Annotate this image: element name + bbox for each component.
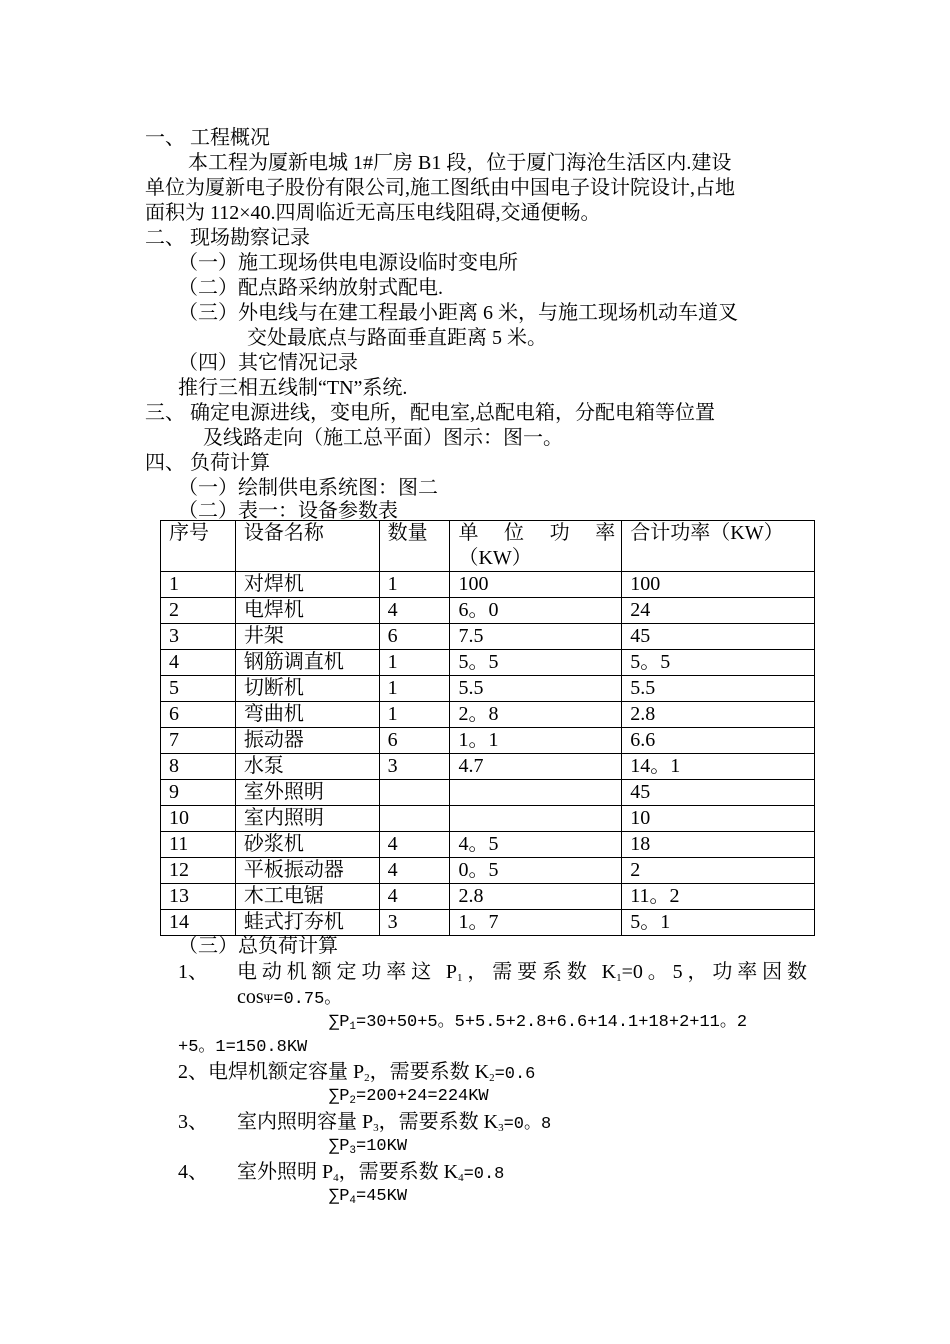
header-unit-power-line2: （KW） [458,547,532,569]
table-row [161,806,815,832]
calc-item3-sub: 3 [373,1122,379,1134]
cell-total-power: 100 [622,572,815,598]
section1-heading: 一、 工程概况 [145,127,270,149]
cell-total-power: 2 [622,858,815,884]
cell-equipment-name: 电焊机 [235,598,379,624]
cell-unit-power: 0。5 [450,858,622,884]
calc-item4-c: =0.8 [463,1165,505,1184]
section3-cont: 及线路走向（施工总平面）图示：图一。 [203,427,563,449]
header-equipment-name: 设备名称 [235,521,379,572]
cell-unit-power [450,806,622,832]
cell-index: 1 [161,572,236,598]
calc-sum3-b: =10KW [356,1137,408,1156]
cell-unit-power: 7.5 [450,624,622,650]
calc-item4-b-sub: 4 [458,1172,464,1184]
cell-total-power: 5。5 [622,650,815,676]
cell-index: 3 [161,624,236,650]
calc-sum4 [329,1186,407,1212]
header-unit-power [450,521,622,572]
calc-item1-a-sub: 1 [457,972,463,984]
cell-unit-power: 5。5 [450,650,622,676]
calc-item3-a: 室内照明容量 P [237,1111,374,1133]
calc-item1-a: 电动机额定功率这 P [237,961,458,983]
cell-quantity: 3 [379,754,450,780]
calc-item2-sub: 2 [364,1072,370,1084]
cell-quantity: 1 [379,702,450,728]
calc-sum1-a: ∑P [329,1013,350,1032]
header-index: 序号 [161,521,236,572]
calc-item3-c: =0。8 [503,1115,552,1134]
calc-sum4-b: =45KW [356,1187,408,1206]
table-row [161,598,815,624]
calc-sum4-sub: 4 [349,1195,357,1207]
cell-total-power: 11。2 [622,884,815,910]
cell-total-power: 5.5 [622,676,815,702]
cell-index: 7 [161,728,236,754]
cell-total-power: 6.6 [622,728,815,754]
cell-quantity: 1 [379,650,450,676]
cell-index: 8 [161,754,236,780]
section1-para-line: 单位为厦新电子股份有限公司,施工图纸由中国电子设计院设计,占地 [145,177,735,199]
cell-equipment-name: 对焊机 [235,572,379,598]
calc-item1-b-sub: 1 [616,972,622,984]
cell-index: 11 [161,832,236,858]
cell-unit-power: 4。5 [450,832,622,858]
cell-index: 12 [161,858,236,884]
calc-item1-number: 1、 [178,961,208,983]
calc-sum3-sub: 3 [349,1145,357,1157]
cell-equipment-name: 木工电锯 [235,884,379,910]
cell-equipment-name: 弯曲机 [235,702,379,728]
cell-equipment-name: 钢筋调直机 [235,650,379,676]
table-row [161,728,815,754]
cell-equipment-name: 蛙式打夯机 [235,910,379,936]
cell-index: 4 [161,650,236,676]
table-row [161,676,815,702]
cell-quantity [379,780,450,806]
cell-index: 5 [161,676,236,702]
cell-index: 6 [161,702,236,728]
calc-sum2-a: ∑P [329,1087,350,1106]
table-row [161,884,815,910]
cell-quantity: 6 [379,728,450,754]
cell-quantity: 1 [379,572,450,598]
calc-sum1 [329,1012,747,1038]
calc-sum3-a: ∑P [329,1137,350,1156]
cell-quantity: 1 [379,676,450,702]
calc-item4-number: 4、 [178,1161,208,1183]
cell-total-power: 14。1 [622,754,815,780]
calc-sum3 [329,1136,407,1162]
calc-item2-b-sub: 2 [489,1072,495,1084]
cell-equipment-name: 室内照明 [235,806,379,832]
calc-item1-cos [237,985,341,1011]
section1-para-line: 本工程为厦新电城 1#厂房 B1 段，位于厦门海沧生活区内.建设 [188,152,732,174]
cell-total-power: 24 [622,598,815,624]
table-row [161,832,815,858]
cell-unit-power: 100 [450,572,622,598]
cell-equipment-name: 砂浆机 [235,832,379,858]
header-unit-power-line1: 单 位 功 率 [458,522,616,544]
section3-heading: 三、 确定电源进线，变电所，配电室,总配电箱，分配电箱等位置 [145,402,715,424]
equipment-parameter-table [160,520,815,936]
cell-quantity [379,806,450,832]
table-row [161,858,815,884]
calc-item3-number: 3、 [178,1111,208,1133]
section2-item-cont: 交处最底点与路面垂直距离 5 米。 [247,327,547,349]
section2-note: 推行三相五线制“TN”系统. [178,377,408,399]
table-row [161,572,815,598]
cell-equipment-name: 井架 [235,624,379,650]
cell-index: 13 [161,884,236,910]
cell-index: 2 [161,598,236,624]
section4-sub3: （三）总负荷计算 [178,935,338,957]
cell-equipment-name: 振动器 [235,728,379,754]
table-row [161,910,815,936]
calc-item1-psi: Ψ [263,991,274,1006]
cell-total-power: 18 [622,832,815,858]
calc-sum2 [329,1086,489,1112]
calc-item2-a: 2、电焊机额定容量 P [178,1061,365,1083]
cell-total-power: 45 [622,780,815,806]
cell-index: 9 [161,780,236,806]
cell-unit-power: 4.7 [450,754,622,780]
cell-total-power: 45 [622,624,815,650]
table-row [161,702,815,728]
calc-item1-c: =0。5，功率因数 [621,961,808,983]
calc-sum2-sub: 2 [349,1095,357,1107]
cell-quantity: 3 [379,910,450,936]
header-total-power: 合计功率（KW） [622,521,815,572]
section1-para-line: 面积为 112×40.四周临近无高压电线阻碍,交通便畅。 [145,202,601,224]
cell-equipment-name: 室外照明 [235,780,379,806]
section2-item: （二）配点路采纳放射式配电. [178,277,443,299]
calc-item4-b: ，需要系数 K [338,1161,459,1183]
cell-unit-power [450,780,622,806]
section2-item: （三）外电线与在建工程最小距离 6 米，与施工现场机动车道叉 [178,302,738,324]
calc-sum2-b: =200+24=224KW [356,1087,489,1106]
calc-sum1-cont: +5。1=150.8KW [178,1038,308,1057]
cell-index: 14 [161,910,236,936]
cell-unit-power: 1。7 [450,910,622,936]
cell-unit-power: 2。8 [450,702,622,728]
cell-unit-power: 1。1 [450,728,622,754]
cell-total-power: 5。1 [622,910,815,936]
section4-heading: 四、 负荷计算 [145,452,270,474]
cell-equipment-name: 平板振动器 [235,858,379,884]
section4-sub1: （一）绘制供电系统图：图二 [178,477,438,499]
table-row [161,780,815,806]
calc-item1-cos-label: cos [237,986,264,1008]
calc-sum4-a: ∑P [329,1187,350,1206]
cell-unit-power: 2.8 [450,884,622,910]
calc-item2-c: =0.6 [494,1065,536,1084]
cell-index: 10 [161,806,236,832]
calc-item3-b: ，需要系数 K [378,1111,499,1133]
cell-total-power: 10 [622,806,815,832]
cell-unit-power: 5.5 [450,676,622,702]
section2-heading: 二、 现场勘察记录 [145,227,310,249]
table-row [161,650,815,676]
header-quantity: 数量 [379,521,450,572]
calc-item2-b: ，需要系数 K [369,1061,490,1083]
calc-item3-b-sub: 3 [498,1122,504,1134]
calc-item1-cos-value: =0.75。 [273,990,342,1009]
calc-sum1-b: =30+50+5。5+5.5+2.8+6.6+14.1+18+2+11。2 [356,1013,748,1032]
cell-unit-power: 6。0 [450,598,622,624]
cell-quantity: 4 [379,884,450,910]
cell-total-power: 2.8 [622,702,815,728]
cell-quantity: 4 [379,598,450,624]
table-header-row [161,521,815,572]
cell-equipment-name: 切断机 [235,676,379,702]
table-row [161,754,815,780]
cell-quantity: 6 [379,624,450,650]
table-row [161,624,815,650]
section2-item: （一）施工现场供电电源设临时变电所 [178,252,518,274]
cell-quantity: 4 [379,832,450,858]
calc-item4-a: 室外照明 P [237,1161,334,1183]
calc-item1-b: ，需要系数 K [462,961,617,983]
calc-item4-sub: 4 [333,1172,339,1184]
calc-sum1-sub: 1 [349,1021,357,1033]
section4-sub2: （二）表一：设备参数表 [178,500,398,522]
cell-quantity: 4 [379,858,450,884]
cell-equipment-name: 水泵 [235,754,379,780]
section2-item: （四）其它情况记录 [178,352,358,374]
